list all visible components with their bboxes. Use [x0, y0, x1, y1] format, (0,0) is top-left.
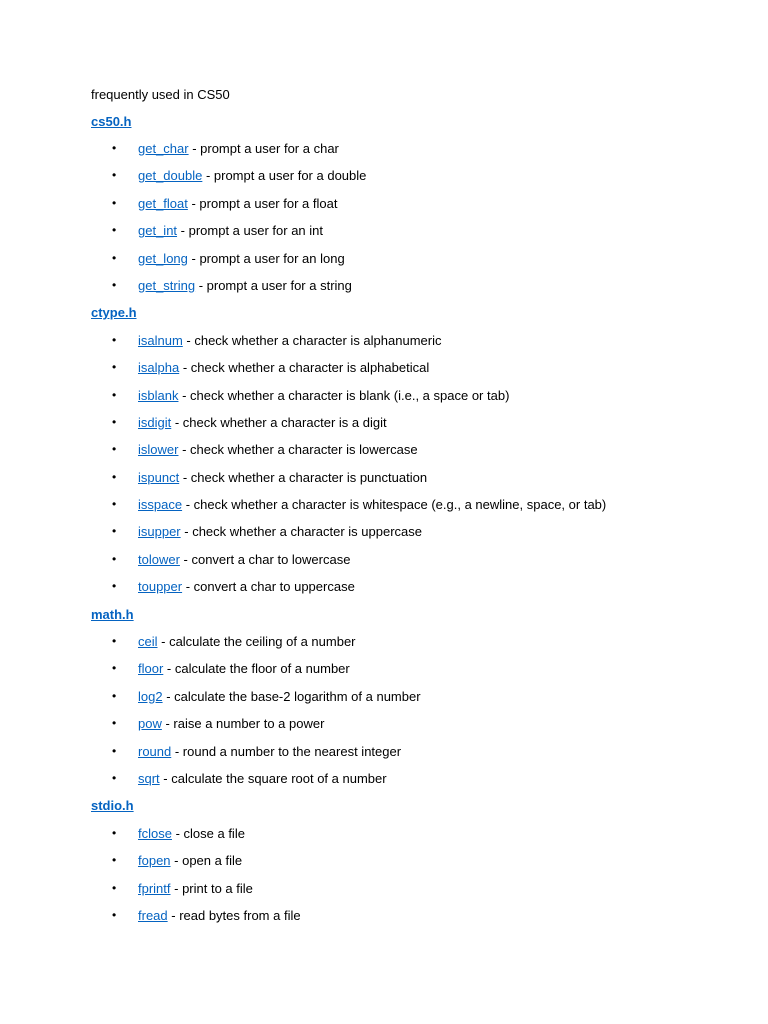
list-item — [91, 276, 731, 303]
bullet-icon: • — [112, 414, 117, 429]
list-item — [91, 769, 731, 796]
function-description: - read bytes from a file — [167, 907, 301, 923]
bullet-icon: • — [112, 743, 117, 758]
list-item — [91, 851, 731, 878]
function-link[interactable]: log2 — [138, 688, 163, 704]
function-link[interactable]: tolower — [138, 551, 180, 567]
bullet-icon: • — [112, 825, 117, 840]
function-link[interactable]: fprintf — [138, 880, 171, 896]
bullet-icon: • — [112, 661, 117, 676]
function-description: - check whether a character is whitespace (e.g., a newline, space, or tab) — [182, 497, 607, 513]
function-description: - prompt a user for a char — [188, 140, 339, 156]
function-link[interactable]: get_float — [138, 195, 188, 211]
function-description: - check whether a character is punctuation — [179, 469, 428, 485]
section-heading-link[interactable]: ctype.h — [91, 305, 137, 321]
list-item — [91, 632, 731, 659]
bullet-icon: • — [112, 195, 117, 210]
function-description: - convert a char to lowercase — [179, 551, 351, 567]
function-link[interactable]: isalpha — [138, 360, 180, 376]
library-sections — [91, 112, 731, 934]
bullet-icon: • — [112, 579, 117, 594]
function-link[interactable]: isalnum — [138, 332, 183, 348]
section-heading-row — [91, 303, 731, 330]
bullet-icon: • — [112, 223, 117, 238]
bullet-icon: • — [112, 442, 117, 457]
section-heading-row — [91, 112, 731, 139]
list-item — [91, 413, 731, 440]
function-description: - calculate the floor of a number — [163, 661, 350, 677]
function-description: - close a file — [171, 825, 245, 841]
list-item — [91, 468, 731, 495]
list-item — [91, 550, 731, 577]
function-link[interactable]: pow — [138, 716, 162, 732]
function-description: - prompt a user for a string — [195, 277, 352, 293]
bullet-icon: • — [112, 250, 117, 265]
function-link[interactable]: islower — [138, 442, 179, 458]
list-item — [91, 659, 731, 686]
function-description: - check whether a character is blank (i.e., a space or tab) — [178, 387, 510, 403]
function-description: - convert a char to uppercase — [182, 579, 355, 595]
list-item — [91, 714, 731, 741]
function-link[interactable]: get_int — [138, 223, 178, 239]
list-item — [91, 879, 731, 906]
list-item — [91, 166, 731, 193]
function-link[interactable]: isspace — [138, 497, 183, 513]
list-item — [91, 906, 731, 933]
list-item — [91, 221, 731, 248]
function-description: - prompt a user for a double — [202, 168, 367, 184]
bullet-icon: • — [112, 880, 117, 895]
function-link[interactable]: sqrt — [138, 770, 160, 786]
bullet-icon: • — [112, 770, 117, 785]
function-link[interactable]: toupper — [138, 579, 183, 595]
function-description: - calculate the ceiling of a number — [157, 634, 356, 650]
function-description: - prompt a user for an long — [187, 250, 345, 266]
function-description: - raise a number to a power — [161, 716, 325, 732]
list-item — [91, 139, 731, 166]
function-description: - check whether a character is alphabetical — [179, 360, 430, 376]
list-item — [91, 358, 731, 385]
function-description: - round a number to the nearest integer — [171, 743, 402, 759]
function-description: - check whether a character is alphanumeric — [182, 332, 442, 348]
bullet-icon: • — [112, 360, 117, 375]
bullet-icon: • — [112, 634, 117, 649]
function-description: - open a file — [170, 853, 243, 869]
intro-text: frequently used in CS50 — [91, 87, 230, 102]
bullet-icon: • — [112, 688, 117, 703]
bullet-icon: • — [112, 387, 117, 402]
list-item — [91, 249, 731, 276]
function-link[interactable]: ceil — [138, 634, 158, 650]
bullet-icon: • — [112, 168, 117, 183]
function-description: - check whether a character is lowercase — [178, 442, 418, 458]
function-link[interactable]: isblank — [138, 387, 179, 403]
bullet-icon: • — [112, 140, 117, 155]
function-link[interactable]: isdigit — [138, 414, 172, 430]
bullet-icon: • — [112, 497, 117, 512]
function-link[interactable]: get_long — [138, 250, 188, 266]
list-item — [91, 742, 731, 769]
function-description: - calculate the base-2 logarithm of a number — [162, 688, 421, 704]
section-heading-row — [91, 605, 731, 632]
function-description: - prompt a user for a float — [187, 195, 338, 211]
section-heading-row — [91, 796, 731, 823]
list-item — [91, 687, 731, 714]
function-link[interactable]: isupper — [138, 524, 181, 540]
list-item — [91, 824, 731, 851]
list-item — [91, 440, 731, 467]
list-item — [91, 577, 731, 604]
list-item — [91, 522, 731, 549]
list-item — [91, 331, 731, 358]
bullet-icon: • — [112, 332, 117, 347]
document-page — [91, 85, 731, 933]
bullet-icon: • — [112, 277, 117, 292]
section-heading-link[interactable]: cs50.h — [91, 113, 132, 129]
function-link[interactable]: floor — [138, 661, 164, 677]
function-description: - print to a file — [170, 880, 253, 896]
bullet-icon: • — [112, 907, 117, 922]
bullet-icon: • — [112, 524, 117, 539]
bullet-icon: • — [112, 551, 117, 566]
function-description: - prompt a user for an int — [177, 223, 323, 239]
function-link[interactable]: get_char — [138, 140, 189, 156]
function-link[interactable]: ispunct — [138, 469, 180, 485]
function-link[interactable]: fread — [138, 907, 168, 923]
function-description: - check whether a character is a digit — [171, 414, 387, 430]
function-description: - calculate the square root of a number — [159, 770, 387, 786]
function-link[interactable]: fopen — [138, 853, 171, 869]
list-item — [91, 495, 731, 522]
function-link[interactable]: round — [138, 743, 172, 759]
function-link[interactable]: get_string — [138, 277, 196, 293]
list-item — [91, 194, 731, 221]
bullet-icon: • — [112, 469, 117, 484]
section-heading-link[interactable]: math.h — [91, 606, 134, 622]
section-heading-link[interactable]: stdio.h — [91, 798, 134, 814]
function-link[interactable]: fclose — [138, 825, 172, 841]
bullet-icon: • — [112, 853, 117, 868]
function-link[interactable]: get_double — [138, 168, 203, 184]
list-item — [91, 386, 731, 413]
bullet-icon: • — [112, 716, 117, 731]
function-description: - check whether a character is uppercase — [180, 524, 422, 540]
